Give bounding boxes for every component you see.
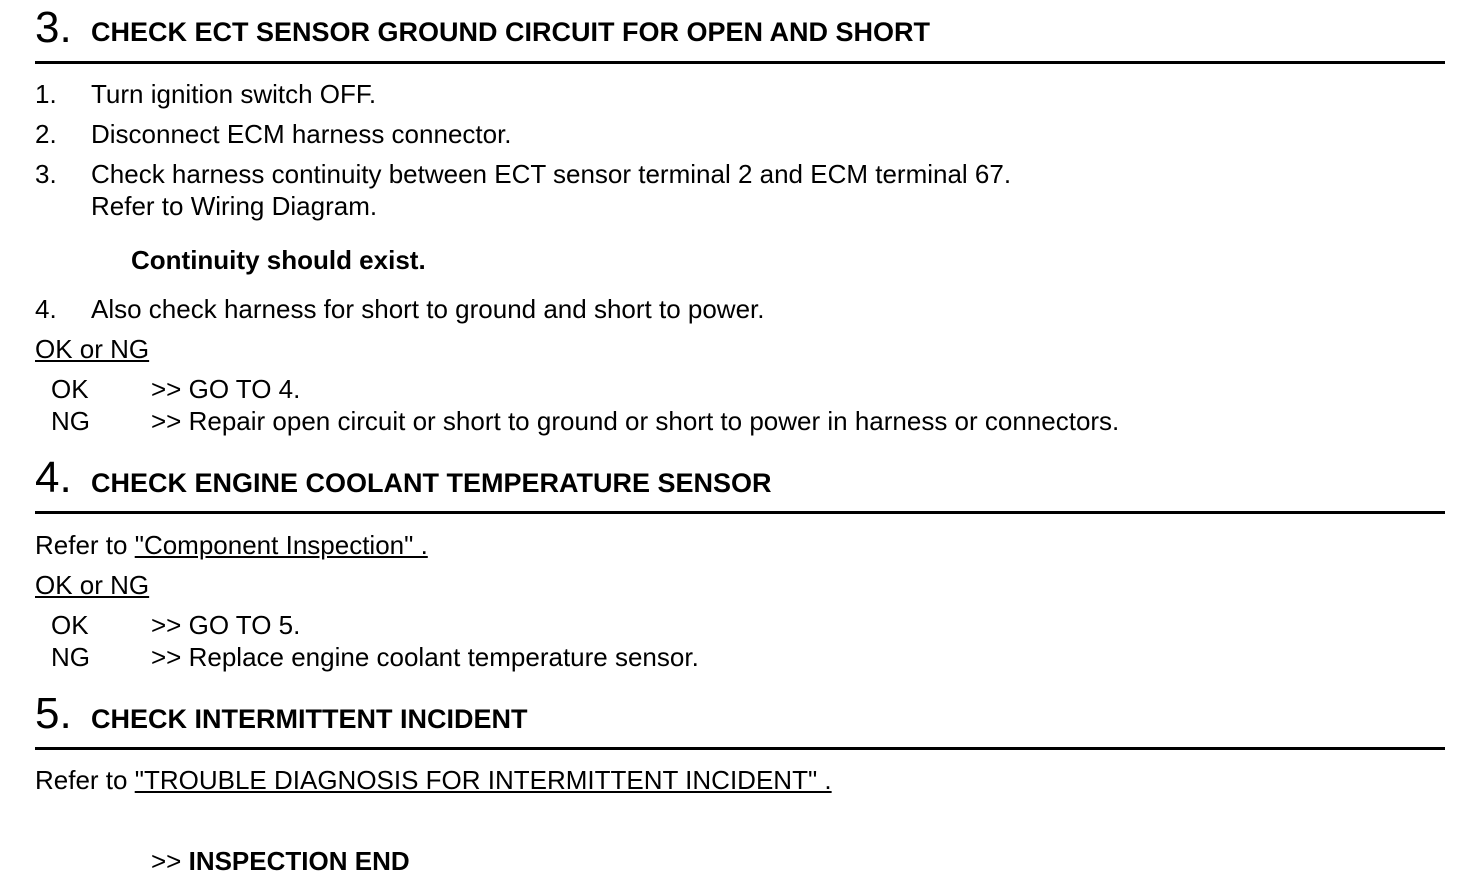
step-4-ok-ng-label: OK or NG — [35, 570, 150, 600]
step-4-title: CHECK ENGINE COOLANT TEMPERATURE SENSOR — [91, 468, 772, 498]
step-5-number: 5. — [35, 689, 72, 738]
inspection-end-text: INSPECTION END — [188, 846, 410, 876]
step-3-ok-text: >> GO TO 4. — [151, 374, 301, 404]
step-4-refer-line — [35, 530, 428, 560]
step-5-divider — [35, 747, 1445, 750]
step-3-item-2-number: 2. — [35, 119, 57, 149]
step-4-ng-text: >> Replace engine coolant temperature sensor. — [151, 642, 699, 672]
step-3-item-1-number: 1. — [35, 79, 57, 109]
step-3-item-2-text: Disconnect ECM harness connector. — [91, 119, 512, 149]
inspection-end — [151, 846, 410, 876]
step-3-ok-ng-label: OK or NG — [35, 334, 150, 364]
step-3-item-3-text-line-2: Refer to Wiring Diagram. — [91, 191, 378, 221]
step-4-ok-text: >> GO TO 5. — [151, 610, 301, 640]
step-3-spec: Continuity should exist. — [131, 245, 426, 275]
step-4-ok-label: OK — [51, 610, 89, 640]
step-3-title: CHECK ECT SENSOR GROUND CIRCUIT FOR OPEN AND SHORT — [91, 17, 931, 47]
step-3-ok-label: OK — [51, 374, 89, 404]
step-4-divider — [35, 511, 1445, 514]
intermittent-incident-link[interactable]: "TROUBLE DIAGNOSIS FOR INTERMITTENT INCIDENT" . — [134, 765, 832, 795]
step-3-item-4-text: Also check harness for short to ground and short to power. — [91, 294, 765, 324]
step-3-item-4-number: 4. — [35, 294, 57, 324]
step-4-refer-prefix: Refer to — [35, 530, 135, 560]
step-5-title: CHECK INTERMITTENT INCIDENT — [91, 704, 528, 734]
step-3-ng-label: NG — [51, 406, 90, 436]
step-3-item-3-number: 3. — [35, 159, 57, 189]
step-5-refer-line — [35, 765, 832, 795]
step-3-item-3-text: Check harness continuity between ECT sensor terminal 2 and ECM terminal 67. — [91, 159, 1012, 189]
step-4-number: 4. — [35, 453, 72, 502]
step-3-ng-text: >> Repair open circuit or short to ground or short to power in harness or connectors. — [151, 406, 1120, 436]
inspection-end-prefix: >> — [151, 846, 189, 876]
step-3-divider — [35, 61, 1445, 64]
component-inspection-link[interactable]: "Component Inspection" . — [134, 530, 428, 560]
step-3-number: 3. — [35, 3, 72, 52]
step-5-refer-prefix: Refer to — [35, 765, 135, 795]
step-4-ng-label: NG — [51, 642, 90, 672]
step-3-item-1-text: Turn ignition switch OFF. — [91, 79, 377, 109]
